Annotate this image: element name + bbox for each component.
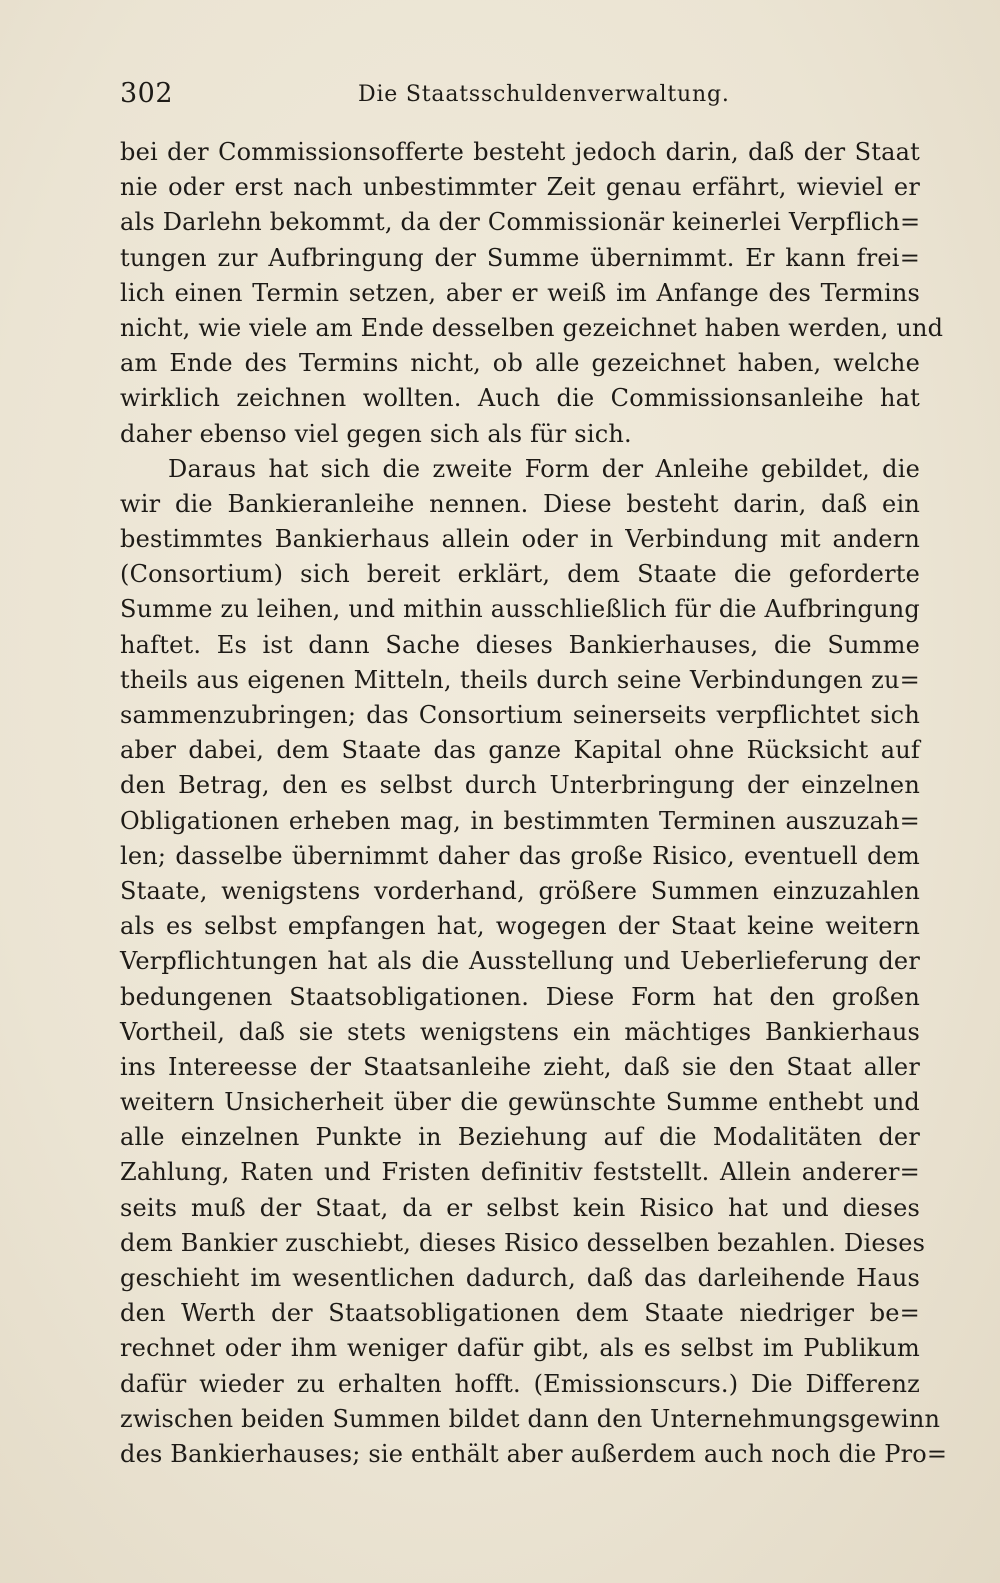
- text-line: Summe zu leihen, und mithin ausschließlich für die Aufbringung: [120, 595, 920, 624]
- text-line: lich einen Termin setzen, aber er weiß im Anfange des Termins: [120, 278, 920, 307]
- text-line: theils aus eigenen Mitteln, theils durch seine Verbindungen zu=: [120, 665, 920, 694]
- text-line: wir die Bankieranleihe nennen. Diese besteht darin, daß ein: [120, 489, 920, 518]
- text-line: Obligationen erheben mag, in bestimmten Terminen auszuzah=: [120, 806, 920, 835]
- text-line: alle einzelnen Punkte in Beziehung auf die Modalitäten der: [120, 1123, 920, 1152]
- text-line: des Bankierhauses; sie enthält aber außerdem auch noch die Pro=: [120, 1439, 948, 1468]
- text-line: als Darlehn bekommt, da der Commissionär keinerlei Verpflich=: [120, 208, 921, 237]
- text-line: den Betrag, den es selbst durch Unterbringung der einzelnen: [120, 771, 920, 800]
- text-line: haftet. Es ist dann Sache dieses Bankierhauses, die Summe: [120, 630, 920, 659]
- text-line: Vortheil, daß sie stets wenigstens ein mächtiges Bankierhaus: [120, 1017, 920, 1046]
- running-title: Die Staatsschuldenverwaltung.: [358, 82, 730, 107]
- text-line: Zahlung, Raten und Fristen definitiv feststellt. Allein anderer=: [120, 1158, 920, 1187]
- text-line: bedungenen Staatsobligationen. Diese Form hat den großen: [120, 982, 920, 1011]
- text-line: nie oder erst nach unbestimmter Zeit genau erfährt, wieviel er: [120, 173, 920, 202]
- text-line: daher ebenso viel gegen sich als für sich.: [120, 419, 632, 448]
- text-line: zwischen beiden Summen bildet dann den Unternehmungsgewinn: [120, 1404, 941, 1433]
- body-text: [120, 135, 948, 1472]
- text-line: sammenzubringen; das Consortium seinerseits verpflichtet sich: [120, 701, 920, 729]
- text-line: len; dasselbe übernimmt daher das große Risico, eventuell dem: [120, 841, 920, 870]
- text-line: als es selbst empfangen hat, wogegen der Staat keine weitern: [120, 912, 920, 941]
- text-line: weitern Unsicherheit über die gewünschte Summe enthebt und: [120, 1088, 920, 1117]
- text-line: tungen zur Aufbringung der Summe übernimmt. Er kann frei=: [120, 243, 920, 272]
- text-line: bei der Commissionsofferte besteht jedoch darin, daß der Staat: [120, 138, 920, 166]
- text-line: geschieht im wesentlichen dadurch, daß das darleihende Haus: [120, 1264, 920, 1292]
- running-head: [120, 78, 920, 118]
- text-line: bestimmtes Bankierhaus allein oder in Verbindung mit andern: [120, 525, 920, 554]
- text-line: seits muß der Staat, da er selbst kein Risico hat und dieses: [120, 1193, 920, 1222]
- text-line: am Ende des Termins nicht, ob alle gezeichnet haben, welche: [120, 349, 920, 378]
- text-line: Staate, wenigstens vorderhand, größere Summen einzuzahlen: [120, 876, 920, 905]
- page-number: 302: [120, 78, 174, 109]
- text-line: den Werth der Staatsobligationen dem Staate niedriger be=: [120, 1299, 920, 1328]
- text-line: nicht, wie viele am Ende desselben gezeichnet haben werden, und: [120, 313, 944, 342]
- text-line: wirklich zeichnen wollten. Auch die Commissionsanleihe hat: [120, 384, 920, 413]
- text-line: aber dabei, dem Staate das ganze Kapital ohne Rücksicht auf: [120, 736, 920, 765]
- text-line: rechnet oder ihm weniger dafür gibt, als es selbst im Publikum: [120, 1334, 920, 1363]
- text-line: Verpflichtungen hat als die Ausstellung und Ueberlieferung der: [120, 947, 920, 976]
- text-line: dafür wieder zu erhalten hofft. (Emissionscurs.) Die Differenz: [120, 1369, 920, 1398]
- text-line: Daraus hat sich die zweite Form der Anleihe gebildet, die: [168, 454, 920, 483]
- text-line: dem Bankier zuschiebt, dieses Risico desselben bezahlen. Dieses: [120, 1228, 926, 1257]
- text-line: ins Intereesse der Staatsanleihe zieht, daß sie den Staat aller: [120, 1052, 920, 1081]
- text-line: (Consortium) sich bereit erklärt, dem Staate die geforderte: [120, 560, 920, 589]
